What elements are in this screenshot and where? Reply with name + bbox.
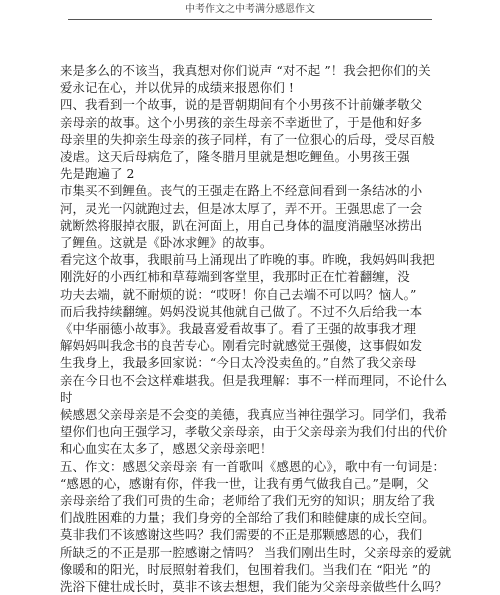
text-line: 看完这个故事，我眼前马上涌现出了昨晚的事。昨晚，我妈妈叫我把	[60, 252, 435, 268]
text-line: 五、作文：感恩父亲母亲 有一首歌叫《感恩的心》，歌中有一句词是：	[60, 458, 446, 474]
text-line: 亲母亲的故事。这个小男孩的亲生母亲不幸逝世了，于是他和好多	[60, 114, 423, 130]
text-line: 们战胜困难的力量；我们身旁的全部给了我们和睦健康的成长空间。	[60, 510, 435, 526]
text-line: 亲在今日也不会这样难堪我。但是我理解：事不一样而理同，不论什么	[60, 372, 448, 388]
text-line: 时	[60, 389, 73, 405]
text-line: 和心血实在太多了，感恩父亲母亲吧！	[60, 441, 273, 457]
text-line: 母亲里的失抑亲生母亲的孩子同样，有了一位狠心的后母，受尽百般	[60, 131, 435, 147]
header-divider	[68, 19, 432, 20]
text-line: 凌虐。这天后母病危了，隆冬腊月里就是想吃鲤鱼。小男孩王强	[60, 149, 410, 165]
text-line: 莫非我们不该感谢这些吗？我们需要的不正是那颗感恩的心，我们	[60, 527, 423, 543]
text-line: 而后我持续翻缠。妈妈没说其他就自己做了。不过不久后给我一本	[60, 303, 423, 319]
text-line: “感恩的心，感谢有你，伴我一世，让我有勇气做我自己。”是啊，父	[60, 475, 429, 491]
text-line: 候感恩父亲母亲是不会变的美德，我真应当神往强学习。同学们，我希	[60, 407, 448, 423]
text-line: 河，灵光一闪就跑过去，但是冰太厚了，弄不开。王强思虑了一会	[60, 200, 423, 216]
header-title: 中考作文之中考满分感恩作文	[185, 4, 315, 15]
text-line: 四、我看到一个故事，说的是晋朝期间有个小男孩不计前嫌孝敬父	[60, 97, 423, 113]
document-body	[60, 62, 452, 595]
text-line: 爱永记在心，并以优异的成绩来报恩你们 !	[60, 80, 294, 96]
text-line: 就断然将服掉衣服，趴在河面上，用自己身体的温度消融坚冰捞出	[60, 217, 423, 233]
text-line: 洗浴下健壮成长时，莫非不该去想想，我们能为父亲母亲做些什么吗？	[60, 579, 448, 595]
text-line: 功夫去端，就不耐烦的说：“哎呀！你自己去端不可以吗？恼人。”	[60, 286, 417, 302]
text-line: 市集买不到鲤鱼。丧气的王强走在路上不经意间看到一条结冰的小	[60, 183, 423, 199]
text-line: 亲母亲给了我们可贵的生命；老师给了我们无穷的知识；朋友给了我	[60, 493, 435, 509]
text-line: 望你们也向王强学习，孝敬父亲母亲，由于父亲母亲为我们付出的代价	[60, 424, 448, 440]
text-line: 了鲤鱼。这就是《卧冰求鲤》的故事。	[60, 235, 273, 251]
text-line: 生我身上，我最多回家说：“今日太冷没卖鱼的。”自然了我父亲母	[60, 355, 417, 371]
text-line: 先是跑遍了 2	[60, 166, 135, 182]
text-line: 所缺乏的不正是那一腔感谢之情吗？ 当我们刚出生时，父亲母亲的爱就	[60, 544, 452, 560]
text-line: 刚洗好的小西红柿和草莓端到客堂里，我那时正在忙着翻缠，没	[60, 269, 410, 285]
text-line: 《中华丽德小故事》。我最喜爱看故事了。看了王强的故事我才理	[60, 321, 417, 337]
page-header	[0, 0, 500, 26]
text-line: 来是多么的不该当，我真想对你们说声 “对不起 ”！我会把你们的关	[60, 63, 431, 78]
text-line: 像暖和的阳光，时辰照射着我们，包围着我们。当我们在 “阳光 ”的	[60, 561, 431, 577]
text-line: 解妈妈叫我念书的良苦专心。刚看完时就感觉王强傻，这事假如发	[60, 338, 423, 354]
